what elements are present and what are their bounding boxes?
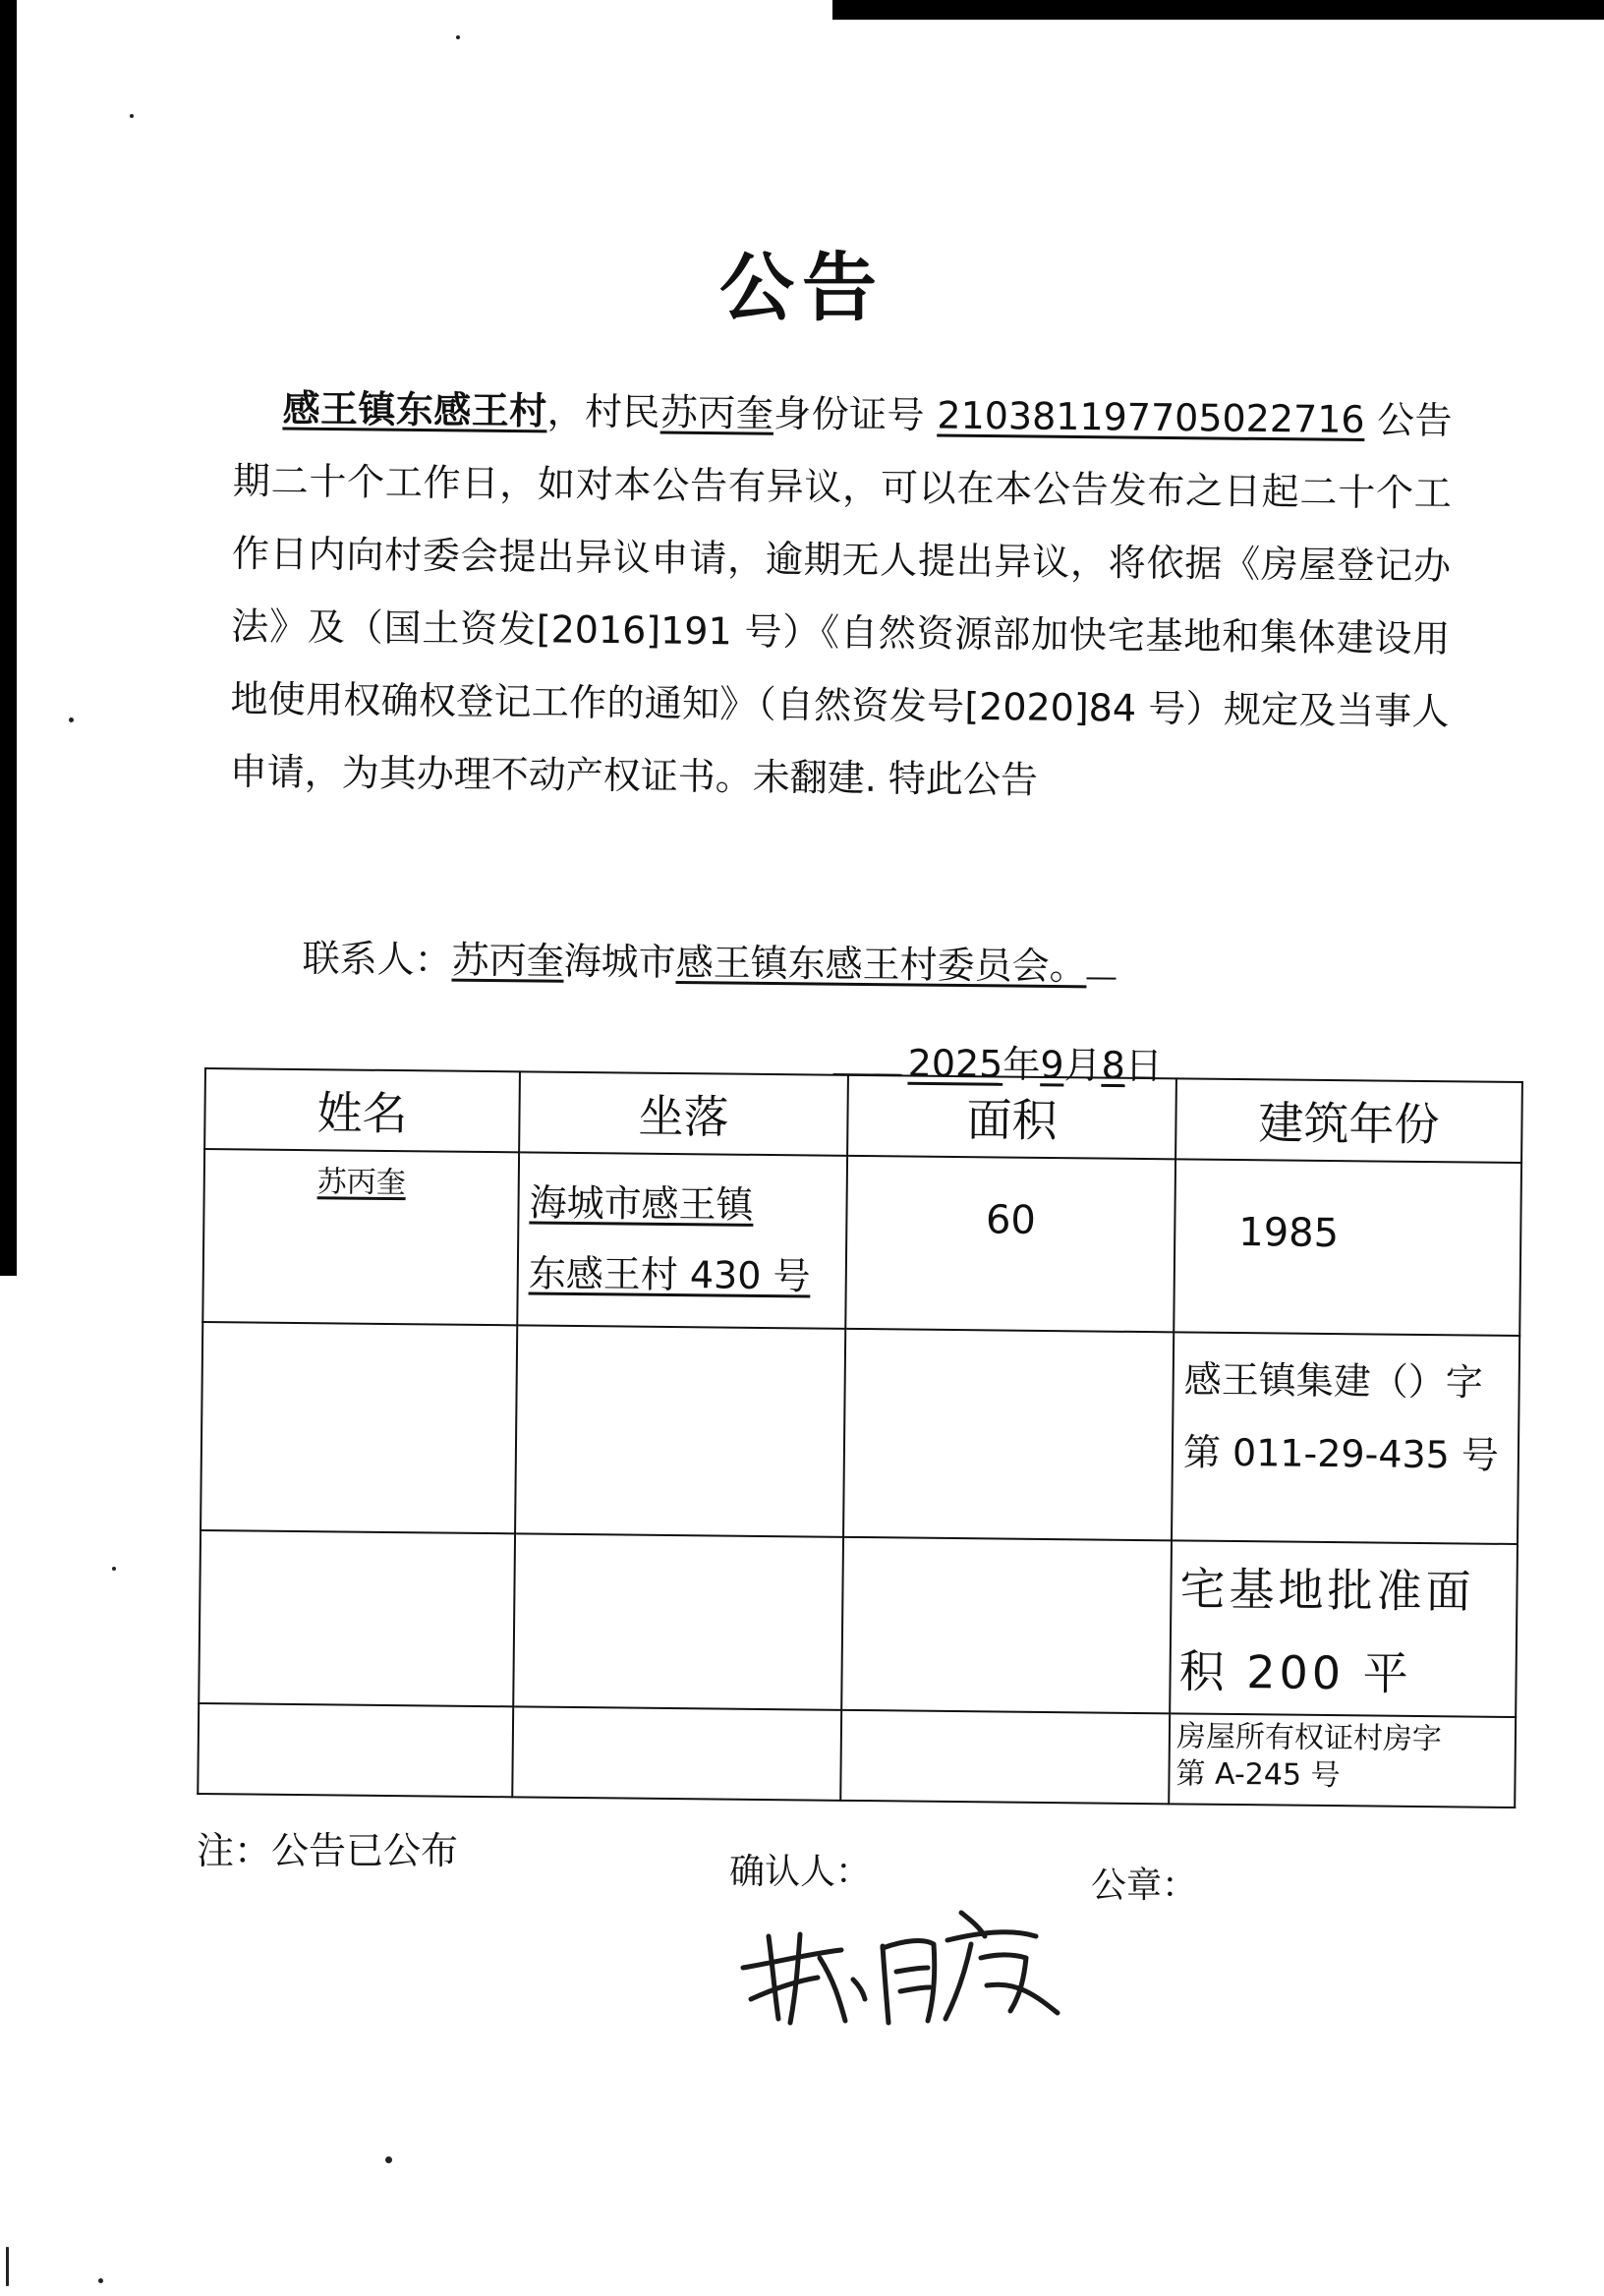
certificate-line-2: 第 A-245 号 — [1175, 1756, 1341, 1794]
notice-id-number: 210381197705022716 — [937, 393, 1365, 442]
scan-speck — [69, 718, 74, 722]
cell-empty — [512, 1706, 841, 1800]
table-row — [202, 1149, 1521, 1336]
scan-edge-top — [832, 0, 1604, 20]
date-year-unit: 年 — [1002, 1042, 1041, 1087]
footer-note: 注：公告已公布 — [197, 1829, 459, 1872]
confirm-label: 确认人： — [729, 1852, 872, 1892]
approved-line-2: 积 200 平 — [1178, 1644, 1412, 1700]
cell-approved-area — [1170, 1540, 1518, 1717]
cell-empty — [841, 1537, 1172, 1713]
location-line-1: 海城市感王镇 — [529, 1180, 754, 1227]
date-day: 8 — [1101, 1043, 1126, 1088]
property-table-wrapper — [197, 1067, 1523, 1808]
cell-empty — [198, 1703, 513, 1797]
contact-org: 感王镇东感王村委员会。 — [675, 940, 1087, 989]
cell-permit — [1172, 1332, 1519, 1544]
notice-village: 感王镇东感王村 — [282, 386, 547, 433]
permit-line-1: 感王镇集建（）字 — [1183, 1357, 1483, 1405]
cell-empty — [843, 1329, 1174, 1540]
cell-empty — [515, 1325, 845, 1536]
cell-location — [517, 1152, 847, 1328]
scan-speck — [456, 35, 460, 39]
certificate-line-1: 房屋所有权证村房字 — [1175, 1719, 1443, 1757]
cell-empty — [200, 1322, 517, 1533]
cell-empty — [199, 1530, 515, 1706]
date-month: 9 — [1040, 1043, 1064, 1087]
handwritten-signature-icon — [739, 1897, 1063, 2035]
contact-label: 联系人： — [302, 936, 452, 982]
header-build-year: 建筑年份 — [1175, 1078, 1522, 1163]
location-line-2: 东感王村 430 号 — [528, 1251, 811, 1298]
cell-empty — [840, 1710, 1170, 1804]
seal-label: 公章： — [1091, 1866, 1198, 1906]
approved-line-1: 宅基地批准面 — [1179, 1562, 1475, 1619]
table-header-row — [204, 1068, 1522, 1163]
table-row — [199, 1530, 1518, 1717]
scan-edge-left — [0, 0, 17, 1276]
scan-speck — [98, 2278, 103, 2283]
cell-empty — [513, 1533, 843, 1709]
contact-line — [302, 928, 1117, 991]
permit-line-2: 第 011-29-435 号 — [1182, 1430, 1500, 1477]
notice-id-label: 身份证号 — [773, 391, 926, 437]
notice-villager-prefix: ，村民 — [546, 389, 661, 434]
scan-speck — [112, 1567, 116, 1571]
header-name: 姓名 — [204, 1068, 520, 1152]
property-table — [197, 1067, 1523, 1808]
header-area: 面积 — [847, 1075, 1176, 1159]
header-location: 坐落 — [519, 1071, 848, 1155]
notice-person: 苏丙奎 — [659, 390, 774, 435]
date-year: 2025 — [907, 1041, 1003, 1086]
scan-speck — [6, 2247, 9, 2286]
contact-person: 苏丙奎 — [451, 938, 564, 983]
contact-city: 海城市 — [563, 939, 676, 984]
notice-body: 公告期二十个工作日，如对本公告有异议，可以在本公告发布之日起二十个工作日内向村委会提出异议申请，逾期无人提出异议，将依据《房屋登记办法》及（国土资发[2016]191 号）《自然资源部加快宅基地和集体建设用地使用权确权登记工作的通知》（自然资发号[2020]84 号）规定及当事人申请，为其办理不动产权证书。未翻建. 特此公告 — [229, 398, 1453, 802]
date-month-unit: 月 — [1063, 1043, 1102, 1087]
contact-underline-tail — [1087, 977, 1117, 979]
cell-name — [202, 1149, 519, 1325]
notice-paragraph — [229, 372, 1453, 821]
cell-build-year: 1985 — [1174, 1159, 1521, 1336]
table-row — [198, 1703, 1516, 1808]
date-day-unit: 日 — [1124, 1044, 1164, 1088]
cell-house-certificate — [1169, 1713, 1516, 1808]
cell-area: 60 — [845, 1156, 1175, 1332]
scan-speck — [385, 2156, 392, 2163]
table-row — [200, 1322, 1519, 1544]
owner-name: 苏丙奎 — [316, 1165, 406, 1201]
scan-speck — [130, 114, 134, 118]
page-title: 公告 — [719, 244, 885, 331]
